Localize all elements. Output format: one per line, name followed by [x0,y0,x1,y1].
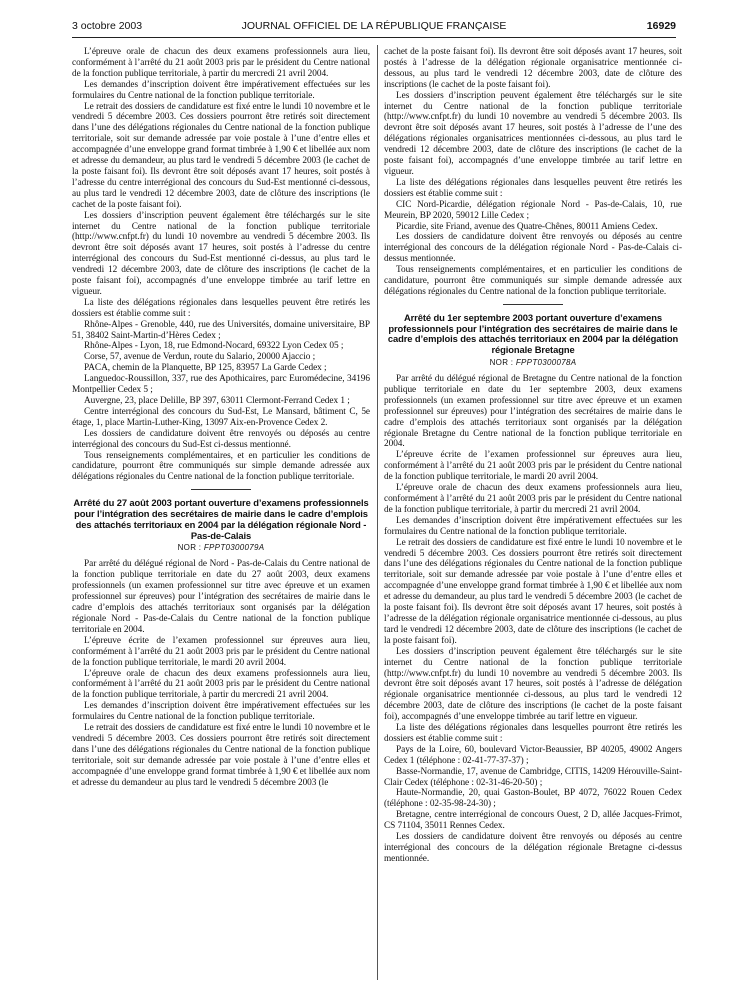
paragraph: Le retrait des dossiers de candidature est fixé entre le lundi 10 novembre et le vendredi 5 décembre 2003. Ces dossiers pourront être retirés soit directement dans l’une des délégations régionales du Centre national de la fonction publique territoriale, soit sur demande adressée par voie postale à l’une d’entre elles et accompagnée d’une enveloppe grand format timbrée à 1,90 € et libellée aux nom et adresse du demandeur au plus tard le vendredi 5 décembre 2003 (le [72,723,370,788]
paragraph: Les dossiers d’inscription peuvent également être téléchargés sur le site internet du Centre national de la fonction publique territoriale (http://www.cnfpt.fr) du lundi 10 novembre au vendredi 5 décembre 2003. Ils devront être soit déposés avant 17 heures, soit postés à l’adresse de l’une des délégations régionales organisatrices mentionnées ci-dessous, au plus tard le vendredi 12 décembre 2003, date de clôture des inscriptions (le cachet de la poste faisant foi), accompagnés d’une enveloppe timbrée au tarif lettre en vigueur. [384,90,682,177]
journal-title: JOURNAL OFFICIEL DE LA RÉPUBLIQUE FRANÇAISE [241,20,507,32]
nor-reference [72,543,370,552]
paragraph: Les dossiers d’inscription peuvent également être téléchargés sur le site internet du Centre national de la fonction publique territoriale (http://www.cnfpt.fr) du lundi 10 novembre au vendredi 5 décembre 2003. Ils devront être soit déposés avant 17 heures, soit postés à l’adresse de délégation régionale organisatrice mentionnée ci-dessous, au plus tard le vendredi 12 décembre 2003, date de clôture des inscriptions (le cachet de la poste faisant foi), accompagnés d’une enveloppe timbrée au tarif lettre en vigueur. [384,646,682,723]
nor-code: FPPT0300078A [515,358,577,368]
paragraph: Haute-Normandie, 20, quai Gaston-Boulet, BP 4072, 76022 Rouen Cedex (téléphone : 02-35-98-24-30) ; [384,788,682,810]
paragraph: Les demandes d’inscription doivent être impérativement effectuées sur les formulaires du Centre national de la fonction publique territoriale. [384,515,682,537]
paragraph: La liste des délégations régionales dans lesquelles pourront être retirés les dossiers est établie comme suit : [384,723,682,744]
left-column [72,47,370,788]
paragraph: Centre interrégional des concours du Sud-Est, Le Mansard, bâtiment C, 5e étage, 1, place Martin-Luther-King, 13097 Aix-en-Provence Cedex 2. [72,406,370,428]
paragraph: Les demandes d’inscription doivent être impérativement effectuées sur les formulaires du Centre national de la fonction publique territoriale. [72,701,370,723]
right-paragraphs-bottom [384,374,682,865]
paragraph: Tous renseignements complémentaires, et en particulier les conditions de candidature, pourront être communiqués sur simple demande adressée aux délégations régionales du Centre national de la fonction publique territoriale. [72,450,370,483]
paragraph: Auvergne, 23, place Delille, BP 397, 63011 Clermont-Ferrand Cedex 1 ; [84,396,350,406]
nor-label: NOR : [489,358,516,368]
paragraph: Bretagne, centre interrégional de concours Ouest, 2 D, allée Jacques-Frimot, CS 71104, 35011 Rennes Cedex. [384,810,682,832]
right-column [384,47,682,865]
paragraph: CIC Nord-Picardie, délégation régionale Nord - Pas-de-Calais, 10, rue Meurein, BP 2020, 59012 Lille Cedex ; [384,199,682,221]
paragraph: Les dossiers de candidature doivent être renvoyés ou déposés au centre interrégional des concours de la délégation régionale Nord - Pas-de-Calais ci-dessus mentionnée. [384,232,682,265]
paragraph: Rhône-Alpes - Lyon, 18, rue Edmond-Nocard, 69322 Lyon Cedex 05 ; [84,341,344,352]
paragraph: Tous renseignements complémentaires, et en particulier les conditions de candidature, pourront être communiqués sur simple demande adressée aux délégations régionales du Centre national de la fonction publique territoriale. [384,265,682,297]
header-date: 3 octobre 2003 [72,20,143,32]
paragraph: La liste des délégations régionales dans lesquelles peuvent être retirés les dossiers est établie comme suit : [72,297,370,319]
paragraph: Pays de la Loire, 60, boulevard Victor-Beaussier, BP 40205, 49002 Angers Cedex 1 (téléphone : 02-41-77-37-37) ; [384,744,682,766]
paragraph: Corse, 57, avenue de Verdun, route du Salario, 20000 Ajaccio ; [84,352,316,363]
paragraph: Les demandes d’inscription doivent être impérativement effectuées sur les formulaires du Centre national de la fonction publique territoriale. [72,79,370,101]
paragraph: La liste des délégations régionales dans lesquelles peuvent être retirés les dossiers est établie comme suit : [384,177,682,199]
section-separator [503,304,563,305]
arrete-title: Arrêté du 1er septembre 2003 portant ouverture d’examens professionnels pour l’intégration des secrétaires de mairie dans le cadre d’emplois des attachés territoriaux en 2004 par la délégation régionale Bretagne [387,311,679,356]
right-paragraphs-top [384,47,682,298]
paragraph: Par arrêté du délégué régional de Nord - Pas-de-Calais du Centre national de la fonction publique territoriale en date du 27 août 2003, deux examens professionnels (un examen professionnel sur titre avec épreuve et un examen professionnel sur épreuves) pour l’intégration des secrétaires de mairie dans le cadre d’emplois des attachés territoriaux sont organisés par la délégation régionale Nord - Pas-de-Calais du Centre national de la fonction publique territoriale en 2004. [72,559,370,635]
arrete-title: Arrêté du 27 août 2003 portant ouverture d’examens professionnels pour l’intégration des secrétaires de mairie dans le cadre d’emplois des attachés territoriaux en 2004 par la délégation régionale Nord - Pas-de-Calais [73,497,369,541]
page-number: 16929 [646,20,676,32]
paragraph: Par arrêté du délégué régional de Bretagne du Centre national de la fonction publique territoriale en date du 1er septembre 2003, deux examens professionnels (un examen professionnel sur titre avec épreuve et un examen professionnel sur épreuves) pour l’intégration des secrétaires de mairie dans le cadre d’emplois des attachés territoriaux sont organisés par la délégation régionale Bretagne du Centre national de la fonction publique territoriale en 2004. [384,374,682,450]
paragraph: L’épreuve écrite de l’examen professionnel sur épreuves aura lieu, conformément à l’arrêté du 21 août 2003 pris par le président du Centre national de la fonction publique territoriale, le mardi 20 avril 2004. [384,450,682,483]
column-divider [377,45,378,980]
nor-code: FPPT0300079A [203,543,265,553]
page-header [72,20,676,36]
paragraph: L’épreuve orale de chacun des deux examens professionnels aura lieu, conformément à l’arrêté du 21 août 2003 pris par le président du Centre national de la fonction publique territoriale, à partir du mercredi 21 avril 2004. [384,483,682,515]
nor-reference [384,358,682,367]
header-rule [72,37,676,38]
paragraph: L’épreuve orale de chacun des deux examens professionnels aura lieu, conformément à l’arrêté du 21 août 2003 pris par le président du Centre national de la fonction publique territoriale, à partir du mercredi 21 avril 2004. [72,47,370,79]
paragraph: Les dossiers d’inscription peuvent également être téléchargés sur le site internet du Centre national de la fonction publique territoriale (http://www.cnfpt.fr) du lundi 10 novembre au vendredi 5 décembre 2003. Ils devront être soit déposés avant 17 heures, soit postés à l’adresse du centre interrégional des concours du Sud-Est mentionné ci-dessus, au plus tard le vendredi 12 décembre 2003, date de clôture des inscriptions (le cachet de la poste faisant foi), accompagnés d’une enveloppe timbrée au tarif lettre en vigueur. [72,210,370,297]
paragraph: L’épreuve orale de chacun des deux examens professionnels aura lieu, conformément à l’arrêté du 21 août 2003 pris par le président du Centre national de la fonction publique territoriale, à partir du mercredi 21 avril 2004. [72,668,370,701]
left-paragraphs-bottom [72,559,370,788]
section-separator [191,489,251,490]
paragraph: L’épreuve écrite de l’examen professionnel sur épreuves aura lieu, conformément à l’arrêté du 21 août 2003 pris par le président du Centre national de la fonction publique territoriale, le mardi 20 avril 2004. [72,635,370,668]
paragraph: Les dossiers de candidature doivent être renvoyés ou déposés au centre interrégional des concours de la délégation régionale Bretagne ci-dessus mentionnée. [384,832,682,864]
left-paragraphs-top [72,47,370,483]
paragraph: Languedoc-Roussillon, 337, rue des Apothicaires, parc Euromédecine, 34196 Montpellier Cedex 5 ; [72,374,370,396]
paragraph: Le retrait des dossiers de candidature est fixé entre le lundi 10 novembre et le vendredi 5 décembre 2003. Ces dossiers pourront être retirés soit directement dans l’une des délégations régionales du Centre national de la fonction publique territoriale, soit sur demande adressée par voie postale à l’une d’entre elles et accompagnée d’une enveloppe grand format timbrée à 1,90 € et libellée aux nom et adresse du demandeur, au plus tard le vendredi 5 décembre 2003 (le cachet de la poste faisant foi). Ils devront être soit déposés avant 17 heures, soit postés à l’adresse du centre interrégional des concours du Sud-Est mentionné ci-dessous, au plus tard le vendredi 12 décembre 2003, date de clôture des inscriptions (le cachet de la poste faisant foi). [72,101,370,210]
paragraph: cachet de la poste faisant foi). Ils devront être soit déposés avant 17 heures, soit postés à l’adresse de la délégation régionale organisatrice mentionnée ci-dessous, au plus tard le vendredi 12 décembre 2003, date de clôture des inscriptions (le cachet de la poste faisant foi). [384,47,682,90]
paragraph: Rhône-Alpes - Grenoble, 440, rue des Universités, domaine universitaire, BP 51, 38402 Saint-Martin-d’Hères Cedex ; [72,319,370,341]
paragraph: Basse-Normandie, 17, avenue de Cambridge, CITIS, 14209 Hérouville-Saint-Clair Cedex (téléphone : 02-31-46-20-50) ; [384,766,682,788]
nor-label: NOR : [177,543,204,553]
paragraph: Picardie, site Friand, avenue des Quatre-Chênes, 80011 Amiens Cedex. [396,221,658,232]
paragraph: PACA, chemin de la Planquette, BP 125, 83957 La Garde Cedex ; [84,363,327,374]
paragraph: Les dossiers de candidature doivent être renvoyés ou déposés au centre interrégional des concours du Sud-Est ci-dessus mentionné. [72,428,370,450]
paragraph: Le retrait des dossiers de candidature est fixé entre le lundi 10 novembre et le vendredi 5 décembre 2003. Ces dossiers pourront être retirés soit directement dans l’une des délégations régionales du Centre national de la fonction publique territoriale, soit sur demande adressée par voie postale à l’une d’entre elles et accompagnée d’une enveloppe grand format timbrée à 1,90 € et libellée aux nom et adresse du demandeur, au plus tard le vendredi 5 décembre 2003 (le cachet de la poste faisant foi). Ils devront être soit déposés avant 17 heures, soit postés à l’adresse de la délégation régionale organisatrice mentionnée ci-dessous, au plus tard le vendredi 12 décembre 2003, date de clôture des inscriptions (le cachet de la poste faisant foi). [384,537,682,646]
